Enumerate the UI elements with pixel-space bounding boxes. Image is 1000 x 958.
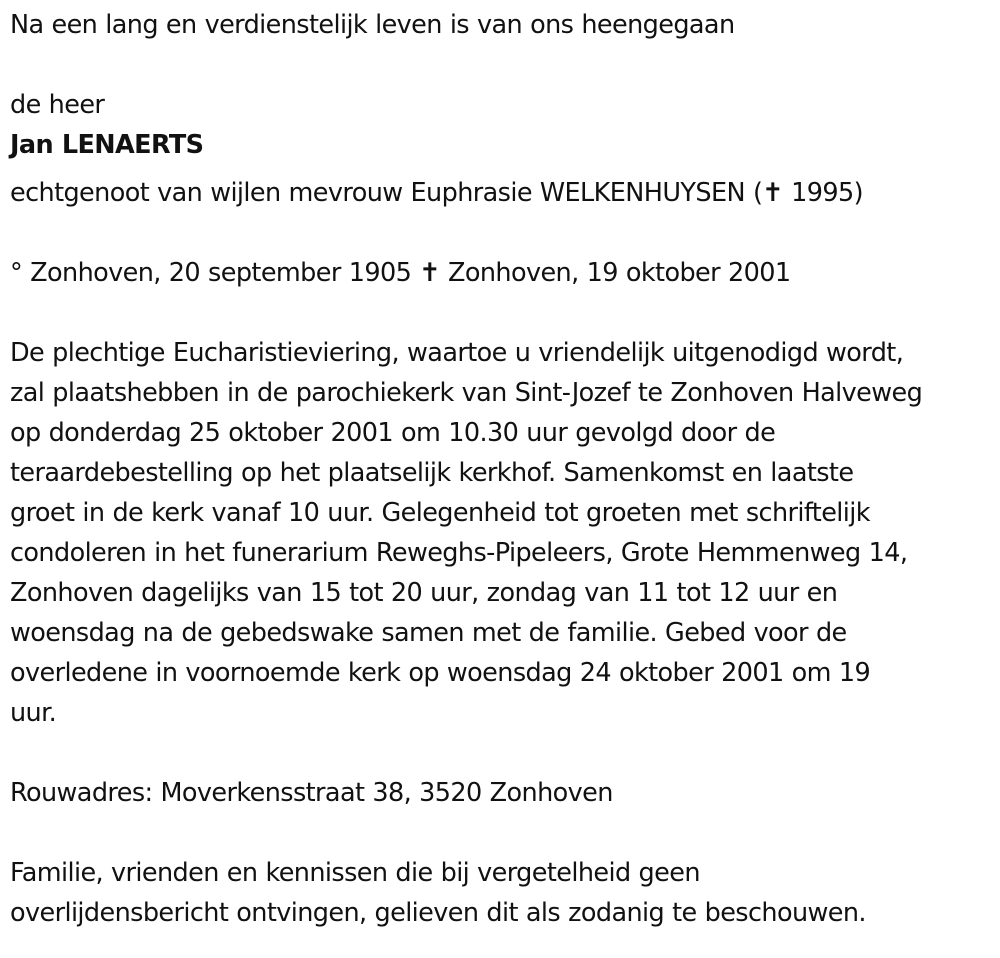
spouse-text: echtgenoot van wijlen mevrouw Euphrasie WELKENHUYSEN (✝ 1995) [10,178,863,208]
obituary-notice [10,5,995,933]
intro-text: Na een lang en verdienstelijk leven is van ons heengegaan [10,10,735,40]
ceremony-line: woensdag na de gebedswake samen met de familie. Gebed voor de [10,618,847,648]
closing-line: overlijdensbericht ontvingen, gelieven dit als zodanig te beschouwen. [10,898,866,928]
ceremony-line: Zonhoven dagelijks van 15 tot 20 uur, zondag van 11 tot 12 uur en [10,578,838,608]
ceremony-line: condoleren in het funerarium Reweghs-Pipeleers, Grote Hemmenweg 14, [10,538,908,568]
mourning-address: Rouwadres: Moverkensstraat 38, 3520 Zonhoven [10,778,613,808]
ceremony-line: De plechtige Eucharistieviering, waartoe u vriendelijk uitgenodigd wordt, [10,338,904,368]
spacer [10,733,995,773]
deceased-name: Jan LENAERTS [10,130,204,160]
closing-line: Familie, vrienden en kennissen die bij vergetelheid geen [10,858,700,888]
ceremony-line: overledene in voornoemde kerk op woensdag 24 oktober 2001 om 19 [10,658,871,688]
closing-paragraph [10,853,995,933]
spacer [10,213,995,253]
spacer [10,45,995,85]
ceremony-line: teraardebestelling op het plaatselijk kerkhof. Samenkomst en laatste [10,458,854,488]
ceremony-line: op donderdag 25 oktober 2001 om 10.30 uur gevolgd door de [10,418,776,448]
ceremony-paragraph [10,333,995,733]
spacer [10,813,995,853]
ceremony-line: zal plaatshebben in de parochiekerk van Sint-Jozef te Zonhoven Halveweg [10,378,923,408]
ceremony-line: uur. [10,698,57,728]
birth-death-dates: ° Zonhoven, 20 september 1905 ✝ Zonhoven, 19 oktober 2001 [10,258,791,288]
spacer [10,293,995,333]
ceremony-line: groet in de kerk vanaf 10 uur. Gelegenheid tot groeten met schriftelijk [10,498,870,528]
title-prefix: de heer [10,90,105,120]
